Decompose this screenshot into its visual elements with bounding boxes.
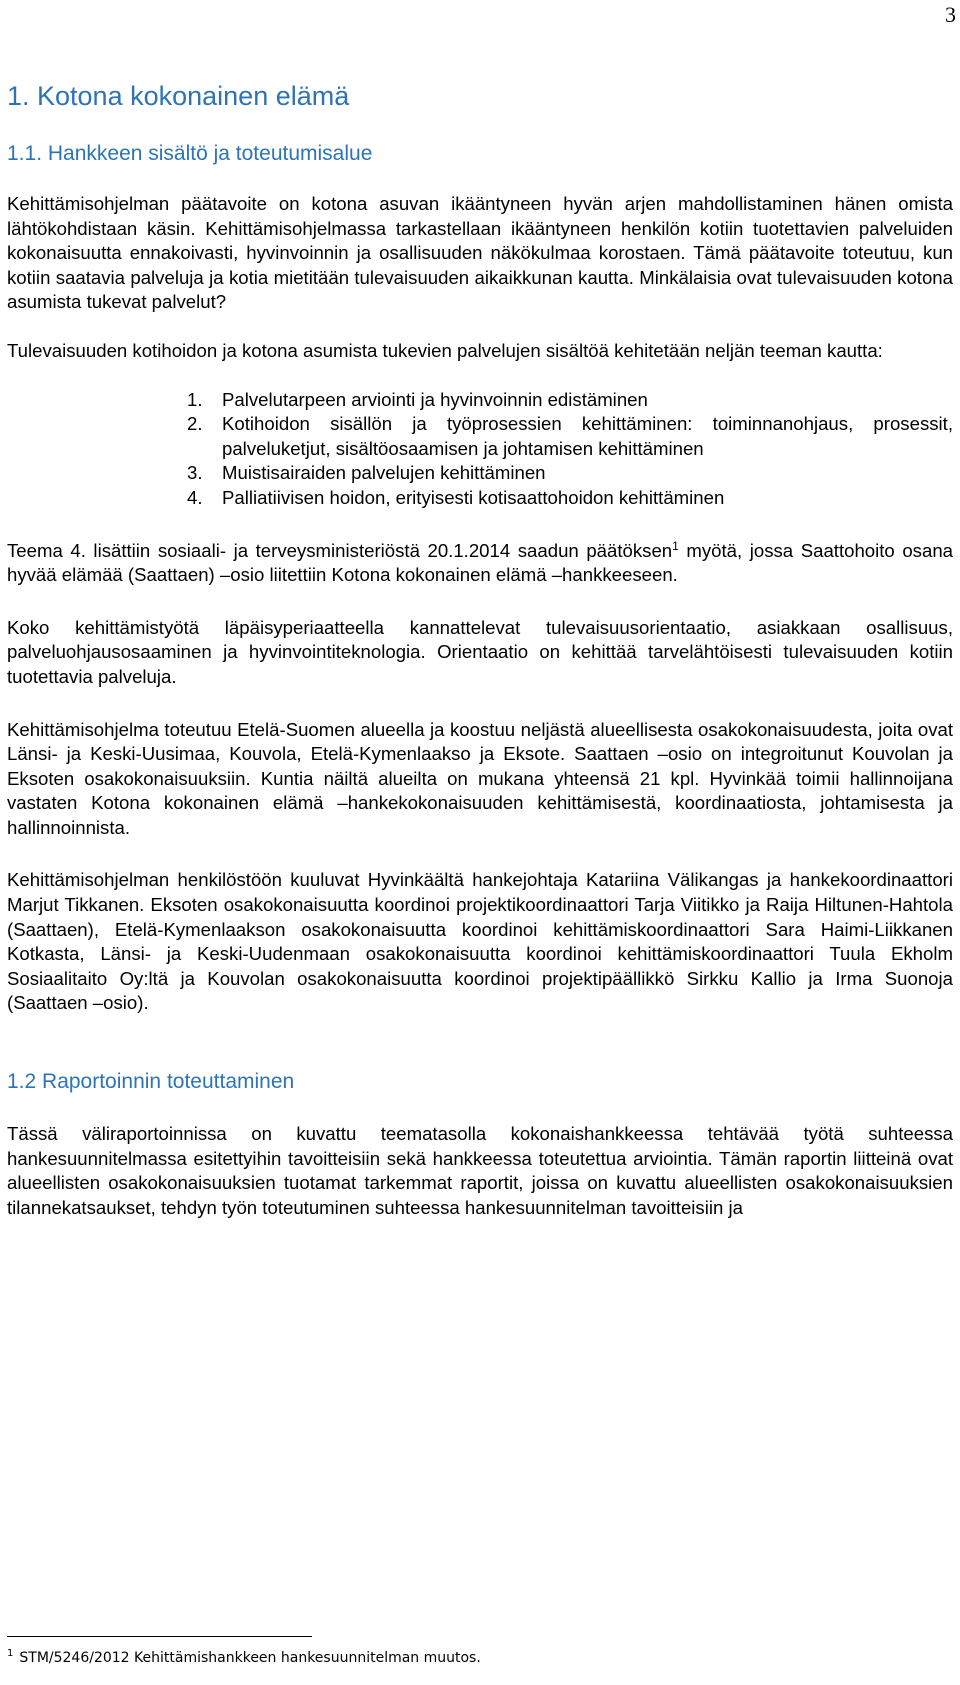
- paragraph-goal: Kehittämisohjelman päätavoite on kotona asuvan ikääntyneen hyvän arjen mahdollistaminen hänen omista lähtökohdistaan käsin. Kehittämisohjelmassa tarkastellaan ikääntyneen henkilön kotiin tuotettavien palveluiden kokonaisuutta ennakoivasti, hyvinvoinnin ja osallisuuden näkökulmaa korostaen. Tämä päätavoite toteutuu, kun kotiin saatavia palveluja ja kotia mietitään tulevaisuuden aikaikkunan kautta. Minkälaisia ovat tulevaisuuden kotona asumista tukevat palvelut?: [7, 193, 953, 313]
- theme-number: 3.: [187, 462, 203, 484]
- theme-text: Muistisairaiden palvelujen kehittäminen: [222, 462, 546, 484]
- footnote-reference[interactable]: 1: [672, 538, 679, 553]
- theme-number: 2.: [187, 413, 203, 435]
- themes-list: [7, 388, 953, 511]
- paragraph-reporting: Tässä väliraportoinnissa on kuvattu teematasolla kokonaishankkeessa tehtävää työtä suhteessa hankesuunnitelmassa esitettyihin tavoitteisiin sekä hankkeessa toteutettua arviointia. Tämän raportin liitteinä ovat alueellisten osakokonaisuuksien tuotamat tarkemmat raportit, joissa on kuvattu alueellisten osakokonaisuuksien tilannekatsaukset, tehdyn työn toteutuminen suhteessa hankesuunnitelman tavoitteisiin ja: [7, 1123, 953, 1218]
- footnote: [7, 1648, 907, 1668]
- footnote-separator: [7, 1636, 312, 1637]
- paragraph-theme-4: [7, 539, 953, 588]
- footnote-marker: 1: [7, 1648, 14, 1660]
- paragraph-principles: Koko kehittämistyötä läpäisyperiaatteella kannattelevat tulevaisuusorientaatio, asiakkaan osallisuus, palveluohjausosaaminen ja hyvinvointiteknologia. Orientaatio on kehittää tarvelähtöisesti tulevaisuuden kotiin tuotettavia palveluja.: [7, 616, 953, 687]
- theme-number: 1.: [187, 388, 203, 410]
- theme-item: [187, 486, 953, 511]
- theme4-text-before: Teema 4. lisättiin sosiaali- ja terveysministeriöstä 20.1.2014 saadun päätöksen: [7, 539, 673, 561]
- paragraph-staff: Kehittämisohjelman henkilöstöön kuuluvat Hyvinkäältä hankejohtaja Katariina Välikangas ja hankekoordinaattori Marjut Tikkanen. Eksoten osakokonaisuutta koordinoi projektikoordinaattori Tarja Viitikko ja Raija Hiltunen-Hahtola (Saattaen), Etelä-Kymenlaakson osakokonaisuutta koordinoi kehittämiskoordinaattori Sara Haimi-Liikkanen Kotkasta, Länsi- ja Keski-Uudenmaan osakokonaisuutta koordinoi kehittämiskoordinaattori Tuula Ekholm Sosiaalitaito Oy:ltä ja Kouvolan osakokonaisuutta koordinoi projektipäällikkö Sirkku Kallio ja Irma Suonoja (Saattaen –osio).: [7, 869, 953, 1014]
- heading-1-2: 1.2 Raportoinnin toteuttaminen: [7, 1070, 295, 1094]
- theme-item: [187, 412, 953, 461]
- heading-1: 1. Kotona kokonainen elämä: [7, 81, 350, 111]
- theme-number: 4.: [187, 486, 203, 508]
- theme-text: Palliatiivisen hoidon, erityisesti kotisaattohoidon kehittäminen: [222, 486, 725, 508]
- paragraph-themes-intro: Tulevaisuuden kotihoidon ja kotona asumista tukevien palvelujen sisältöä kehitetään neljän teeman kautta:: [7, 339, 883, 361]
- footnote-text: STM/5246/2012 Kehittämishankkeen hankesuunnitelman muutos.: [19, 1650, 481, 1666]
- theme-text: Kotihoidon sisällön ja työprosessien kehittäminen: toiminnanohjaus, prosessit, palveluketjut, sisältöosaamisen ja johtamisen kehittäminen: [222, 413, 953, 459]
- theme-text: Palvelutarpeen arviointi ja hyvinvoinnin edistäminen: [222, 388, 648, 410]
- page-content: [7, 72, 953, 1220]
- heading-1-1: 1.1. Hankkeen sisältö ja toteutumisalue: [7, 142, 373, 165]
- theme-item: [187, 461, 953, 486]
- paragraph-region: Kehittämisohjelma toteutuu Etelä-Suomen alueella ja koostuu neljästä alueellisesta osakokonaisuudesta, joita ovat Länsi- ja Keski-Uusimaa, Kouvola, Etelä-Kymenlaakso ja Eksote. Saattaen –osio on integroitunut Kouvolan ja Eksoten osakokonaisuuksiin. Kuntia näiltä alueilta on mukana yhteensä 21 kpl. Hyvinkää toimii hallinnoijana vastaten Kotona kokonainen elämä –hankekokonaisuuden kehittämisestä, koordinaatiosta, johtamisesta ja hallinnoinnista.: [7, 718, 953, 838]
- theme-item: [187, 388, 953, 413]
- theme4-text-after: myötä, jossa Saattohoito osana hyvää elämää (Saattaen) –osio liitettiin Kotona kokonainen elämä –hankkeeseen.: [7, 539, 953, 586]
- page-number: 3: [945, 2, 956, 27]
